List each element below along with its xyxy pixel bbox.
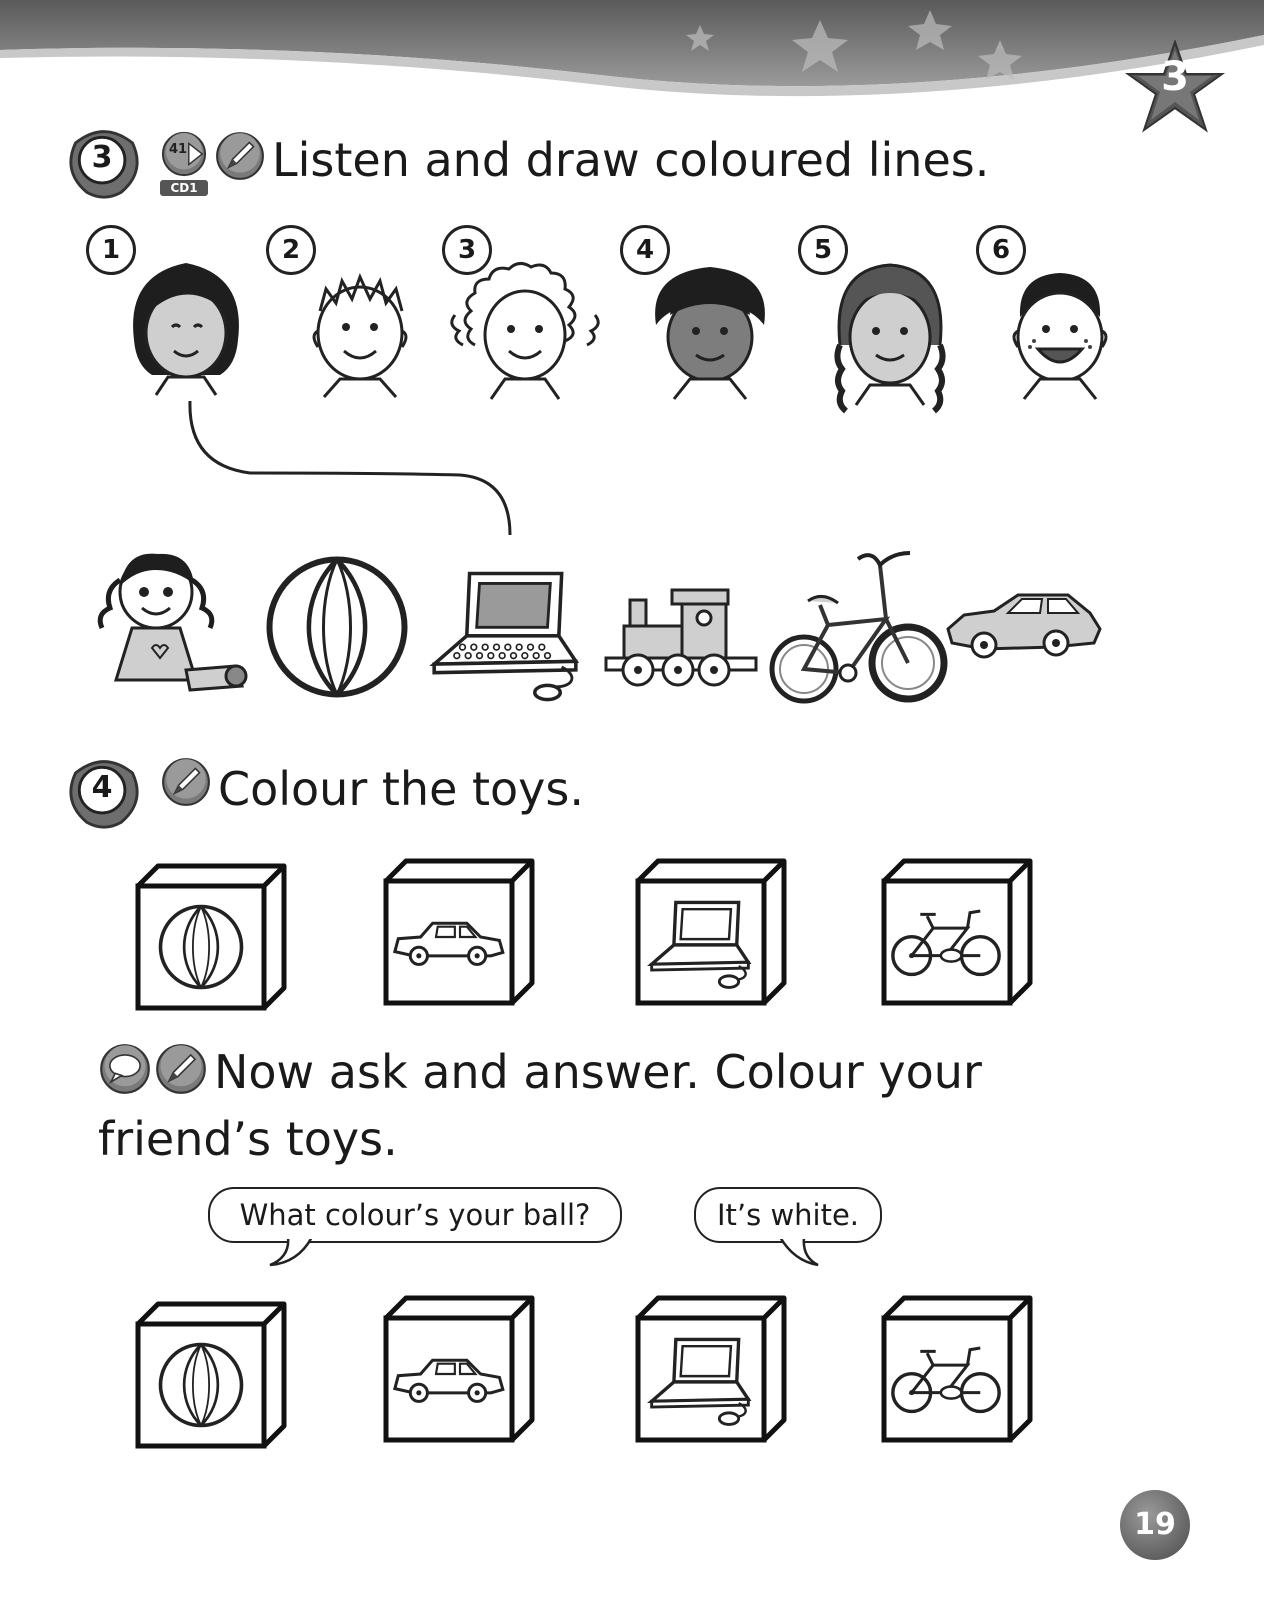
child-face-icon — [435, 245, 615, 405]
exercise-number: 3 — [91, 140, 113, 175]
speaking-instruction-line1: Now ask and answer. Colour your — [214, 1045, 982, 1099]
child-face-icon — [990, 245, 1130, 405]
child-number: 3 — [442, 225, 492, 275]
question-bubble: What colour’s your ball? — [208, 1187, 622, 1243]
toy-box[interactable] — [878, 855, 1038, 1015]
toy-bike-icon — [768, 545, 948, 715]
pencil-icon — [160, 756, 212, 808]
speaking-instruction-line2: friend’s toys. — [98, 1112, 398, 1166]
audio-track: 41 — [168, 142, 188, 157]
example-line — [180, 395, 530, 545]
toy-train-icon — [602, 570, 762, 700]
exercise-instruction: Listen and draw coloured lines. — [272, 133, 990, 187]
child-number: 4 — [620, 225, 670, 275]
toy-laptop-icon — [420, 548, 590, 718]
child-number: 6 — [976, 225, 1026, 275]
child-number: 2 — [266, 225, 316, 275]
child-number: 1 — [86, 225, 136, 275]
toy-box[interactable] — [878, 1292, 1038, 1452]
toy-doll-icon — [86, 540, 256, 710]
page-number: 19 — [1134, 1507, 1176, 1542]
toy-box[interactable] — [632, 855, 792, 1015]
exercise-instruction: Colour the toys. — [218, 762, 584, 816]
toy-box[interactable] — [380, 1292, 540, 1452]
toy-box[interactable] — [632, 1292, 792, 1452]
toy-box[interactable] — [132, 860, 292, 1020]
toy-ball-icon — [262, 552, 412, 702]
bike-icon — [886, 901, 1006, 981]
child-face-icon — [116, 245, 256, 405]
child-face-icon — [810, 245, 970, 415]
unit-number: 3 — [1161, 54, 1189, 100]
audio-cd-label: CD1 — [160, 180, 208, 196]
toy-car-icon — [944, 585, 1104, 675]
bubble-tail — [774, 1237, 824, 1267]
child-face-icon — [290, 245, 430, 405]
laptop-icon — [642, 893, 758, 993]
child-number: 5 — [798, 225, 848, 275]
car-icon — [388, 1350, 508, 1410]
bike-icon — [886, 1338, 1006, 1418]
ball-icon — [156, 902, 246, 992]
header-banner — [0, 0, 1264, 140]
exercise-number: 4 — [91, 770, 113, 805]
pencil-icon — [154, 1042, 208, 1096]
speech-icon — [98, 1042, 152, 1096]
toy-box[interactable] — [132, 1298, 292, 1458]
children-row — [80, 225, 1200, 415]
car-icon — [388, 913, 508, 973]
laptop-icon — [642, 1330, 758, 1430]
child-face-icon — [640, 245, 780, 405]
bubble-tail — [268, 1237, 318, 1267]
toy-box[interactable] — [380, 855, 540, 1015]
ball-icon — [156, 1340, 246, 1430]
answer-bubble: It’s white. — [694, 1187, 882, 1243]
pencil-icon — [214, 130, 266, 182]
